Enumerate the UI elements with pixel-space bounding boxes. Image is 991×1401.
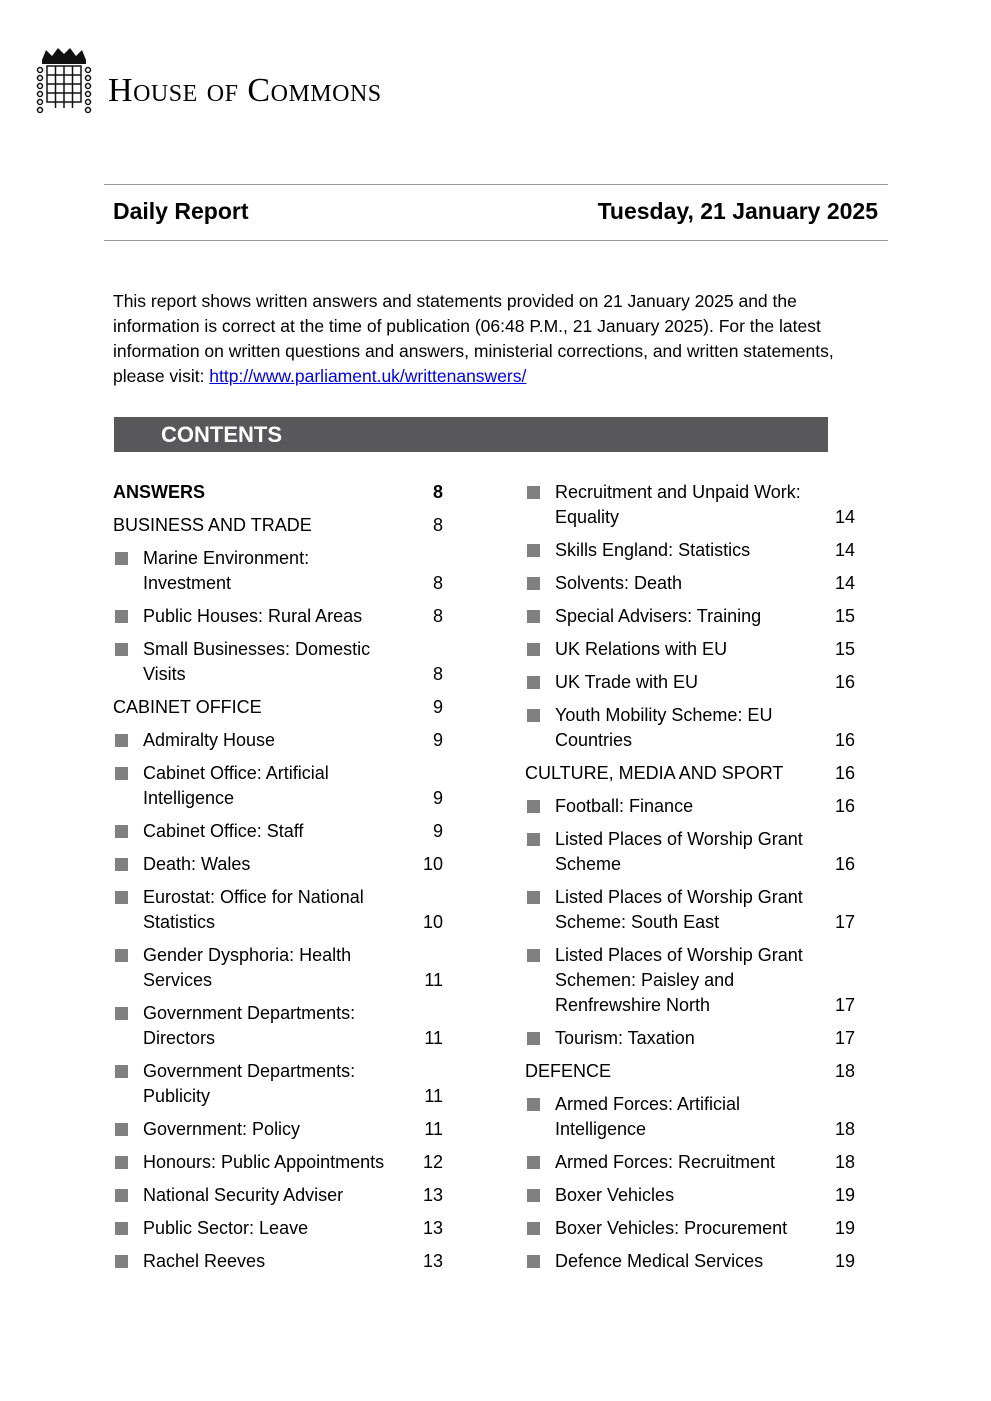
contents-item[interactable] — [525, 637, 855, 662]
page-number: 14 — [834, 540, 855, 560]
contents-item[interactable] — [113, 1150, 443, 1175]
page-number: 19 — [834, 1251, 855, 1271]
page-number: 19 — [834, 1185, 855, 1205]
entry-label: DEFENCE — [525, 1061, 612, 1081]
page-number: 9 — [432, 788, 443, 808]
contents-section[interactable] — [113, 695, 443, 720]
entry-label: ANSWERS — [113, 482, 206, 502]
entry-label: Gender Dysphoria: Health Services — [113, 943, 393, 993]
entry-label: Listed Places of Worship Grant Schemen: Paisley and Renfrewshire North — [525, 943, 815, 1018]
contents-heading: CONTENTS — [114, 417, 828, 452]
page-number: 18 — [834, 1152, 855, 1172]
entry-label: Honours: Public Appointments — [113, 1150, 393, 1175]
page-number: 13 — [422, 1185, 443, 1205]
contents-item[interactable] — [525, 1249, 855, 1274]
contents-item[interactable] — [525, 604, 855, 629]
page-number: 19 — [834, 1218, 855, 1238]
logo-wordmark: HOUSE OF COMMONS — [108, 72, 382, 109]
contents-part-heading[interactable] — [113, 480, 443, 505]
entry-label: National Security Adviser — [113, 1183, 393, 1208]
entry-label: Public Houses: Rural Areas — [113, 604, 393, 629]
page-number: 9 — [432, 697, 443, 717]
contents-item[interactable] — [113, 819, 443, 844]
page-number: 15 — [834, 639, 855, 659]
entry-label: Cabinet Office: Artificial Intelligence — [113, 761, 393, 811]
entry-label: Listed Places of Worship Grant Scheme — [525, 827, 815, 877]
page-number: 8 — [432, 515, 443, 535]
contents-item[interactable] — [525, 1183, 855, 1208]
page-number: 11 — [424, 1028, 443, 1048]
entry-label: Special Advisers: Training — [525, 604, 815, 629]
entry-label: Government Departments: Publicity — [113, 1059, 393, 1109]
page-number: 9 — [432, 821, 443, 841]
entry-label: BUSINESS AND TRADE — [113, 515, 312, 535]
written-answers-link[interactable]: http://www.parliament.uk/writtenanswers/ — [209, 366, 527, 386]
entry-label: Cabinet Office: Staff — [113, 819, 393, 844]
entry-label: Armed Forces: Recruitment — [525, 1150, 815, 1175]
entry-label: Listed Places of Worship Grant Scheme: South East — [525, 885, 815, 935]
page-number: 16 — [834, 730, 855, 750]
intro-paragraph: This report shows written answers and statements provided on 21 January 2025 and the information is correct at the time of publication (06:48 P.M., 21 January 2025). For the latest information on written questions and answers, ministerial corrections, and written statements, please visit: http://www.parliament.uk/writtenanswers/ — [113, 291, 834, 386]
page-number: 11 — [424, 1119, 443, 1139]
page-number: 16 — [834, 796, 855, 816]
contents-item[interactable] — [525, 885, 855, 935]
contents-item[interactable] — [525, 827, 855, 877]
entry-label: Eurostat: Office for National Statistics — [113, 885, 393, 935]
entry-label: Boxer Vehicles — [525, 1183, 815, 1208]
contents-left-column — [113, 480, 443, 1282]
entry-label: CABINET OFFICE — [113, 697, 262, 717]
contents-right-column — [525, 480, 855, 1282]
contents-item[interactable] — [113, 637, 443, 687]
page-number: 16 — [834, 672, 855, 692]
entry-label: Boxer Vehicles: Procurement — [525, 1216, 815, 1241]
entry-label: Small Businesses: Domestic Visits — [113, 637, 393, 687]
contents-item[interactable] — [113, 885, 443, 935]
entry-label: Public Sector: Leave — [113, 1216, 393, 1241]
page-number: 12 — [422, 1152, 443, 1172]
report-date: Tuesday, 21 January 2025 — [597, 198, 878, 224]
page-number: 16 — [834, 763, 855, 783]
contents-section[interactable] — [113, 513, 443, 538]
entry-label: Death: Wales — [113, 852, 393, 877]
contents-item[interactable] — [525, 943, 855, 1018]
contents-item[interactable] — [113, 728, 443, 753]
report-title: Daily Report — [113, 198, 249, 224]
entry-label: CULTURE, MEDIA AND SPORT — [525, 763, 784, 783]
page-number: 10 — [422, 854, 443, 874]
contents-item[interactable] — [113, 1001, 443, 1051]
header-bottom-rule — [104, 240, 888, 241]
page-number: 16 — [834, 854, 855, 874]
entry-label: Football: Finance — [525, 794, 815, 819]
header-top-rule — [104, 184, 888, 185]
page-number: 8 — [432, 573, 443, 593]
page-number: 13 — [422, 1251, 443, 1271]
entry-label: UK Relations with EU — [525, 637, 815, 662]
page-number: 11 — [424, 1086, 443, 1106]
page-number: 9 — [432, 730, 443, 750]
contents-item[interactable] — [113, 546, 443, 596]
contents-item[interactable] — [113, 1059, 443, 1109]
page-number: 18 — [834, 1119, 855, 1139]
contents-item[interactable] — [525, 538, 855, 563]
entry-label: Admiralty House — [113, 728, 393, 753]
contents-item[interactable] — [113, 1117, 443, 1142]
page-number: 8 — [432, 664, 443, 684]
entry-label: Government: Policy — [113, 1117, 393, 1142]
page-number: 17 — [834, 912, 855, 932]
contents-item[interactable] — [113, 1216, 443, 1241]
page-number: 10 — [422, 912, 443, 932]
page-number: 11 — [424, 970, 443, 990]
contents-item[interactable] — [525, 670, 855, 695]
entry-label: Rachel Reeves — [113, 1249, 393, 1274]
entry-label: Tourism: Taxation — [525, 1026, 815, 1051]
page-number: 8 — [432, 482, 443, 502]
page-number: 14 — [834, 507, 855, 527]
entry-label: Solvents: Death — [525, 571, 815, 596]
entry-label: Marine Environment: Investment — [113, 546, 393, 596]
contents-item[interactable] — [525, 1026, 855, 1051]
contents-item[interactable] — [113, 604, 443, 629]
contents-section[interactable] — [525, 761, 855, 786]
contents-item[interactable] — [525, 1216, 855, 1241]
contents-item[interactable] — [525, 1092, 855, 1142]
entry-label: Defence Medical Services — [525, 1249, 815, 1274]
contents-item[interactable] — [525, 1150, 855, 1175]
entry-label: Armed Forces: Artificial Intelligence — [525, 1092, 815, 1142]
contents-item[interactable] — [525, 571, 855, 596]
contents-item[interactable] — [113, 852, 443, 877]
page-number: 18 — [834, 1061, 855, 1081]
contents-item[interactable] — [525, 480, 855, 530]
contents-item[interactable] — [113, 761, 443, 811]
page-number: 15 — [834, 606, 855, 626]
page-number: 8 — [432, 606, 443, 626]
portcullis-logo-icon — [36, 46, 92, 114]
contents-item[interactable] — [113, 1183, 443, 1208]
page-number: 17 — [834, 995, 855, 1015]
entry-label: Government Departments: Directors — [113, 1001, 393, 1051]
contents-item[interactable] — [525, 703, 855, 753]
entry-label: Youth Mobility Scheme: EU Countries — [525, 703, 815, 753]
entry-label: Recruitment and Unpaid Work: Equality — [525, 480, 815, 530]
contents-item[interactable] — [113, 1249, 443, 1274]
contents-item[interactable] — [113, 943, 443, 993]
page-number: 17 — [834, 1028, 855, 1048]
contents-item[interactable] — [525, 794, 855, 819]
contents-section[interactable] — [525, 1059, 855, 1084]
page-number: 13 — [422, 1218, 443, 1238]
entry-label: UK Trade with EU — [525, 670, 815, 695]
entry-label: Skills England: Statistics — [525, 538, 815, 563]
page-number: 14 — [834, 573, 855, 593]
